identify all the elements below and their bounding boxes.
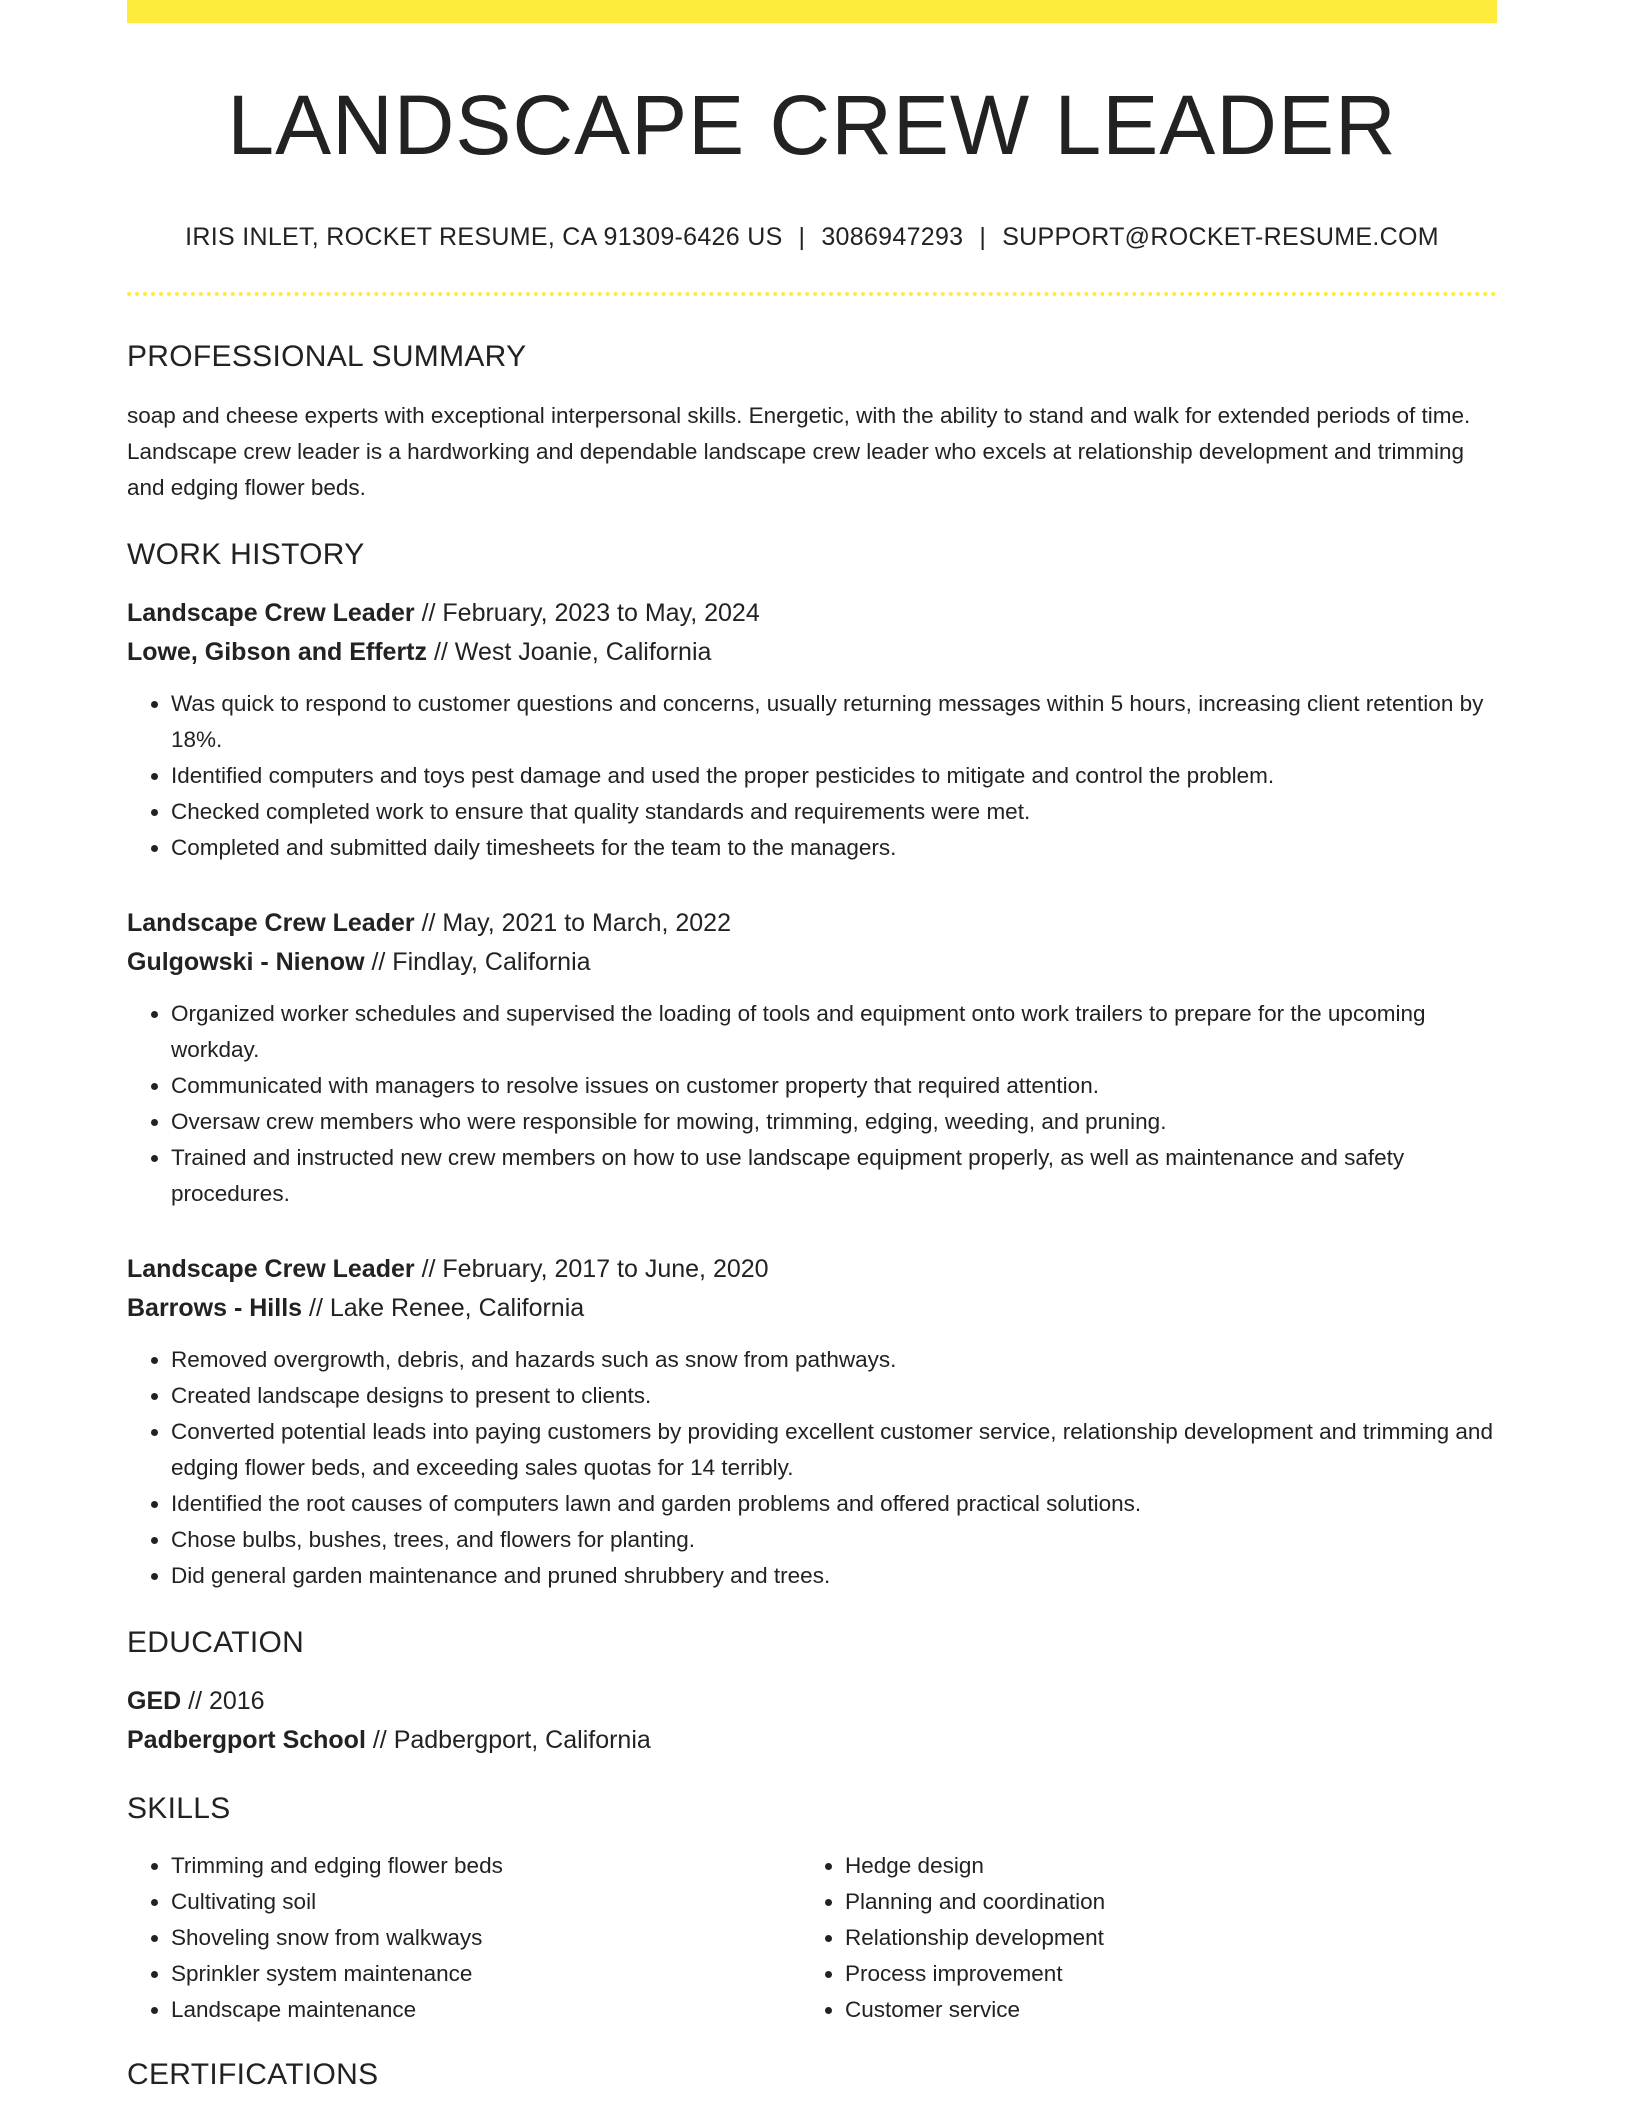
- job-bullet: • Removed overgrowth, debris, and hazards such as snow from pathways.: [171, 1342, 1497, 1378]
- skill-item: • Process improvement: [845, 1956, 1475, 1992]
- job-title-line: [127, 904, 1497, 943]
- skills-columns: [127, 1848, 1497, 2028]
- job-bullet: • Chose bulbs, bushes, trees, and flowers for planting.: [171, 1522, 1497, 1558]
- skills-left-column: [127, 1848, 801, 2028]
- accent-top-bar: [127, 0, 1497, 23]
- skill-item: • Trimming and edging flower beds: [171, 1848, 801, 1884]
- job-bullet: • Oversaw crew members who were responsible for mowing, trimming, edging, weeding, and pruning.: [171, 1104, 1497, 1140]
- education-entry: [127, 1682, 1497, 1760]
- job-company: Gulgowski - Nienow: [127, 948, 365, 976]
- job-location: // Findlay, California: [364, 948, 591, 976]
- skill-item: • Sprinkler system maintenance: [171, 1956, 801, 1992]
- job-dates: // February, 2023 to May, 2024: [414, 599, 760, 627]
- education-degree: GED: [127, 1687, 182, 1715]
- skills-heading: SKILLS: [127, 1792, 231, 1825]
- contact-phone: 3086947293: [821, 223, 964, 251]
- job-bullet: • Completed and submitted daily timesheets for the team to the managers.: [171, 830, 1497, 866]
- job-company: Barrows - Hills: [127, 1294, 303, 1322]
- job-bullets: [127, 1342, 1497, 1594]
- education-location: // Padbergport, California: [365, 1726, 651, 1754]
- job-bullet: • Communicated with managers to resolve issues on customer property that required attention.: [171, 1068, 1497, 1104]
- job-dates: // May, 2021 to March, 2022: [414, 909, 731, 937]
- contact-separator: |: [798, 223, 806, 251]
- education-degree-line: [127, 1682, 1497, 1721]
- resume-page: [127, 0, 1497, 2092]
- education-school-line: [127, 1721, 1497, 1760]
- job-bullet: • Created landscape designs to present to clients.: [171, 1378, 1497, 1414]
- job-bullet: • Did general garden maintenance and pruned shrubbery and trees.: [171, 1558, 1497, 1594]
- resume-name: LANDSCAPE CREW LEADER: [227, 78, 1397, 172]
- skill-item: • Landscape maintenance: [171, 1992, 801, 2028]
- job-role: Landscape Crew Leader: [127, 909, 415, 937]
- skill-item: • Cultivating soil: [171, 1884, 801, 1920]
- job-bullet: • Trained and instructed new crew members on how to use landscape equipment properly, as well as maintenance and safety procedures.: [171, 1140, 1497, 1212]
- job-bullet: • Identified the root causes of computers lawn and garden problems and offered practical solutions.: [171, 1486, 1497, 1522]
- job-bullets: [127, 996, 1497, 1212]
- job-bullets: [127, 686, 1497, 866]
- job-role: Landscape Crew Leader: [127, 1255, 415, 1283]
- job-entry: [127, 594, 1497, 866]
- education-year: // 2016: [181, 1687, 265, 1715]
- job-company-line: [127, 1289, 1497, 1328]
- job-title-line: [127, 594, 1497, 633]
- job-entry: [127, 1250, 1497, 1594]
- skill-item: • Planning and coordination: [845, 1884, 1475, 1920]
- education-heading: EDUCATION: [127, 1626, 305, 1659]
- education-school: Padbergport School: [127, 1726, 366, 1754]
- contact-line: [127, 223, 1497, 252]
- certifications-heading: CERTIFICATIONS: [127, 2058, 379, 2091]
- job-role: Landscape Crew Leader: [127, 599, 415, 627]
- contact-address: IRIS INLET, ROCKET RESUME, CA 91309-6426 US: [185, 223, 783, 251]
- job-location: // West Joanie, California: [427, 638, 712, 666]
- job-bullet: • Was quick to respond to customer questions and concerns, usually returning messages within 5 hours, increasing client retention by 18%.: [171, 686, 1497, 758]
- summary-text: soap and cheese experts with exceptional interpersonal skills. Energetic, with the ability to stand and walk for extended periods of time. Landscape crew leader is a hardworking and dependable landscape crew leader who excels at relationship development and trimming and edging flower beds.: [127, 403, 1471, 500]
- job-bullet: • Identified computers and toys pest damage and used the proper pesticides to mitigate and control the problem.: [171, 758, 1497, 794]
- skill-item: • Relationship development: [845, 1920, 1475, 1956]
- job-dates: // February, 2017 to June, 2020: [414, 1255, 769, 1283]
- job-company-line: [127, 633, 1497, 672]
- job-bullet: • Organized worker schedules and supervised the loading of tools and equipment onto work trailers to prepare for the upcoming workday.: [171, 996, 1497, 1068]
- contact-email: SUPPORT@ROCKET-RESUME.COM: [1002, 223, 1439, 251]
- job-bullet: • Checked completed work to ensure that quality standards and requirements were met.: [171, 794, 1497, 830]
- skill-item: • Hedge design: [845, 1848, 1475, 1884]
- job-title-line: [127, 1250, 1497, 1289]
- job-location: // Lake Renee, California: [302, 1294, 585, 1322]
- skills-right-column: [801, 1848, 1475, 2028]
- skill-item: • Customer service: [845, 1992, 1475, 2028]
- summary-heading: PROFESSIONAL SUMMARY: [127, 340, 527, 373]
- dotted-divider: [127, 292, 1497, 296]
- job-company-line: [127, 943, 1497, 982]
- contact-separator: |: [979, 223, 987, 251]
- work-history-heading: WORK HISTORY: [127, 538, 365, 571]
- skill-item: • Shoveling snow from walkways: [171, 1920, 801, 1956]
- job-company: Lowe, Gibson and Effertz: [127, 638, 428, 666]
- job-bullet: • Converted potential leads into paying customers by providing excellent customer service, relationship development and trimming and edging flower beds, and exceeding sales quotas for 14 terribly.: [171, 1414, 1497, 1486]
- job-entry: [127, 904, 1497, 1212]
